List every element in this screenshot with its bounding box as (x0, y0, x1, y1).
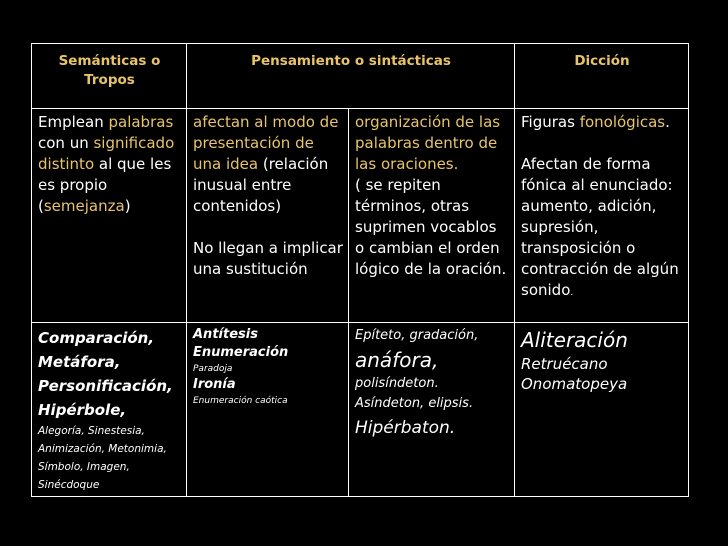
text: con un (38, 134, 94, 152)
examples-row (32, 323, 689, 497)
highlight: significado distinto (38, 134, 175, 173)
example: Hipérbaton. (355, 418, 456, 438)
highlight: semejanza (43, 197, 125, 215)
text: al que les es propio ( (38, 155, 172, 215)
text: . (665, 113, 670, 131)
example: Epíteto, gradación, (355, 328, 479, 343)
example: polisíndeton. (355, 376, 439, 391)
example: Personificación, (38, 377, 173, 395)
highlight: fonológicas (579, 113, 666, 131)
text: Afectan de forma fónica al enunciado: aumento, adición, supresión, transposición o contracción de algún sonido (521, 155, 679, 299)
example: Asíndeton, elipsis. (355, 396, 474, 411)
header-diccion: Dicción (515, 44, 689, 109)
examples-diccion (515, 323, 689, 497)
desc-diccion (515, 109, 689, 323)
example: Enumeración (193, 345, 289, 360)
example: Paradoja (193, 364, 233, 374)
text: Figuras (521, 113, 580, 131)
example: anáfora, (355, 348, 439, 372)
highlight: afectan al modo de presentación de una idea (193, 113, 339, 173)
text: Emplean (38, 113, 109, 131)
highlight: organización de las palabras dentro de las oraciones. (355, 113, 501, 173)
highlight: palabras (108, 113, 174, 131)
desc-pensamiento (187, 109, 349, 323)
example: Enumeración caótica (193, 396, 288, 406)
figures-table (31, 43, 689, 497)
example: Ironía (193, 377, 236, 392)
example: Aliteración (521, 328, 628, 352)
text: No llegan a implicar una sustitución (193, 239, 343, 278)
example: Hipérbole, (38, 401, 127, 419)
example: Antítesis (193, 327, 258, 342)
header-pensamiento: Pensamiento o sintácticas (187, 44, 515, 109)
examples-sintacticas (349, 323, 515, 497)
example: Metáfora, (38, 353, 121, 371)
header-semanticas: Semánticas o Tropos (32, 44, 187, 109)
example: Comparación, (38, 329, 155, 347)
examples-semanticas (32, 323, 187, 497)
example-list: Alegoría, Sinestesia, Animización, Metonimia, Símbolo, Imagen, Sinécdoque (38, 425, 167, 491)
description-row (32, 109, 689, 323)
examples-pensamiento (187, 323, 349, 497)
text: . (570, 288, 574, 298)
text: (relación inusual entre contenidos) (193, 155, 329, 215)
example: Onomatopeya (521, 375, 628, 393)
text: ) (124, 197, 131, 215)
text: ( se repiten términos, otras suprimen vocablos o cambian el orden lógico de la oración. (355, 176, 507, 278)
header-row (32, 44, 689, 109)
example: Retruécano (521, 355, 608, 373)
desc-semanticas (32, 109, 187, 323)
desc-sintacticas (349, 109, 515, 323)
